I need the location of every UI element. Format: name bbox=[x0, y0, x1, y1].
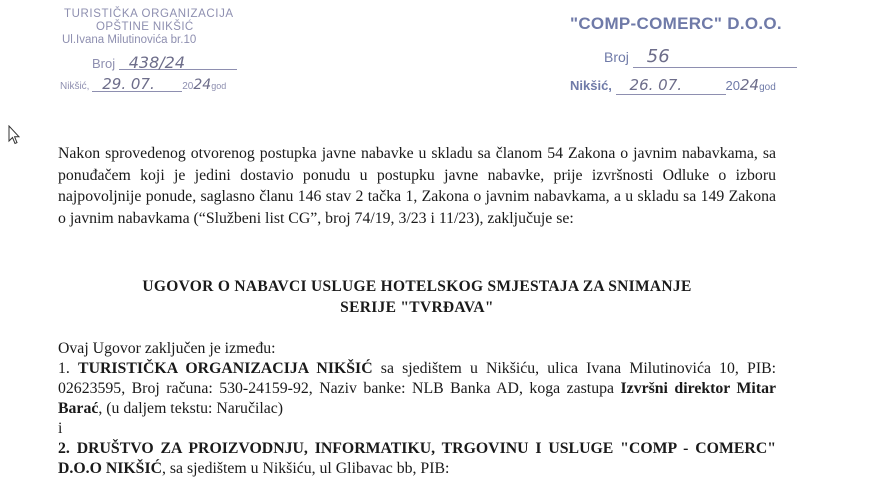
stamp-date-value: 29. 07. bbox=[92, 78, 182, 92]
stamp-broj-label: Broj bbox=[92, 56, 116, 71]
parties-lead: Ovaj Ugovor zaključen je između: bbox=[58, 340, 276, 357]
stamp-god-label: god bbox=[211, 81, 227, 91]
stamp-company: "COMP-COMERC" D.O.O. bbox=[570, 14, 782, 33]
stamp-god-label-right: god bbox=[759, 82, 776, 93]
stamp-date-row bbox=[60, 75, 227, 93]
stamp-address: Ul.Ivana Milutinovića br.10 bbox=[62, 34, 197, 46]
party-2-name: DRUŠTVO ZA PROIZVODNJU, INFORMATIKU, TRGOVINU I USLUGE "COMP - COMERC" D.O.O NIKŠIĆ bbox=[58, 440, 776, 477]
stamp-date-value-right: 26. 07. bbox=[616, 76, 726, 95]
stamp-year-value-right: 24 bbox=[740, 76, 760, 94]
stamp-year-prefix-right: 20 bbox=[725, 78, 741, 93]
party-1-name: TURISTIČKA ORGANIZACIJA NIKŠIĆ bbox=[78, 360, 373, 377]
party-2-text: , sa sjedištem u Nikšiću, ul Glibavac bb, PIB: bbox=[162, 460, 450, 477]
contract-parties bbox=[58, 339, 776, 479]
stamp-broj-label-right: Broj bbox=[604, 49, 629, 65]
stamp-year-value: 24 bbox=[193, 77, 212, 93]
document-body bbox=[58, 143, 776, 229]
parties-and: i bbox=[58, 420, 63, 437]
stamp-date-row-right bbox=[570, 76, 776, 95]
party-1-representative: Izvršni direktor Mitar Barać bbox=[58, 380, 776, 417]
intro-paragraph: Nakon sprovedenog otvorenog postupka javne nabavke u skladu sa članom 54 Zakona o javnim nabavkama, sa ponuđačem koji je jedini dostavio ponudu u postupku javne nabavke, prije izvršnosti Odluke o izboru najpovoljnije ponude, saglasno članu 146 stav 2 tačka 1, Zakona o javnim nabavkama, a u skladu sa 149 Zakona o javnim nabavkama (“Službeni list CG”, broj 74/19, 3/23 i 11/23), zaključuje se: bbox=[58, 145, 776, 227]
stamp-org-line2: OPŠTINE NIKŠIĆ bbox=[96, 21, 194, 33]
stamp-broj-value: 438/24 bbox=[119, 56, 237, 70]
stamp-place-label: Nikšić, bbox=[60, 81, 90, 92]
stamp-broj-value-right: 56 bbox=[633, 46, 797, 68]
stamp-year-prefix: 20 bbox=[182, 81, 194, 92]
stamp-broj-row-right bbox=[604, 46, 797, 68]
party-1-text: sa sjedištem u Nikšiću, ulica Ivana Milutinovića 10, PIB: 02623595, Broj računa: 530-24159-92, Naziv banke: NLB Banka AD, koga zastupa bbox=[58, 360, 777, 397]
mouse-pointer-icon bbox=[8, 125, 20, 145]
party-2-number: 2. bbox=[58, 440, 70, 457]
party-1-tail: , (u daljem tekstu: Naručilac) bbox=[98, 400, 284, 417]
left-registry-stamp bbox=[58, 8, 298, 93]
party-1-number: 1. bbox=[58, 360, 70, 377]
party-1 bbox=[58, 359, 776, 419]
stamp-place-label-right: Nikšić, bbox=[570, 78, 612, 93]
stamp-broj-row bbox=[92, 53, 237, 72]
party-2 bbox=[58, 439, 776, 479]
title-line1: UGOVOR O NABAVCI USLUGE HOTELSKOG SMJESTAJA ZA SNIMANJE bbox=[142, 278, 692, 295]
title-line2: SERIJE "TVRĐAVA" bbox=[340, 299, 494, 316]
contract-title bbox=[58, 276, 776, 318]
stamp-org-line1: TURISTIČKA ORGANIZACIJA bbox=[64, 8, 234, 20]
